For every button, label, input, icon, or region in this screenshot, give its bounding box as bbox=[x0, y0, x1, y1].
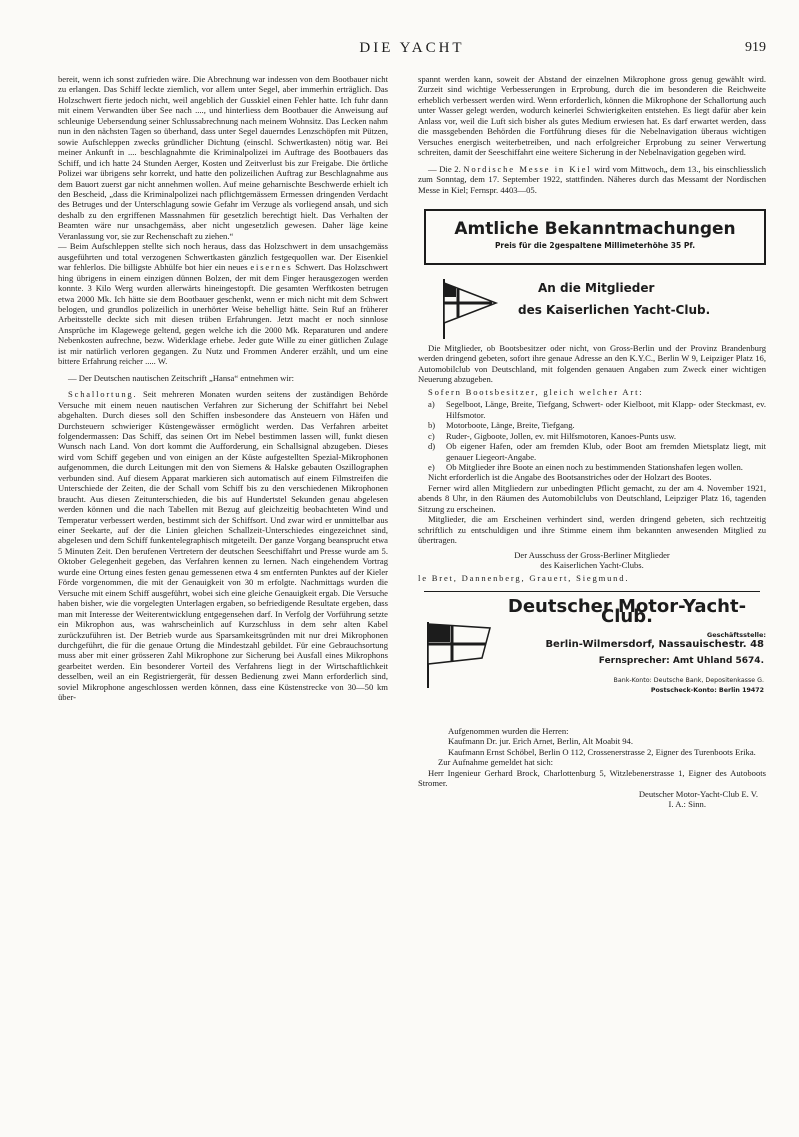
journal-title: DIE YACHT bbox=[359, 40, 465, 56]
list-key: c) bbox=[428, 430, 435, 441]
list-key: e) bbox=[428, 461, 435, 472]
notice-heading-box bbox=[424, 209, 766, 265]
dmyc-paragraph: Aufgenommen wurden die Herren: bbox=[448, 725, 569, 736]
text-span: — Beim Aufschleppen stellte sich noch heraus, dass das Holzschwert in dem unsachgemäss ausgeführten und total verzogenen Schwertkasten gänzlich festgequollen war. Der Eisenkiel war fehlerlos. Die billigste Abhülfe bot hier ein neues bbox=[58, 241, 388, 273]
notice-title: Amtliche Bekanntmachungen bbox=[454, 218, 736, 239]
text-span: Seit mehreren Monaten wurden seitens der zuständigen Behörde Versuche mit einem neuen nautischen Verfahren zur Sicherung der Schiffahrt bei Nebel abgehalten. Durch dieses soll den Schiffen insbesondere das Ansteuern von Häfen und Durchsteuern schwieriger Küstengewässer ermöglicht werden. Das Verfahren arbeitet folgendermassen: Das Schiff, das seinen Ort im Nebel bestimmen lassen will, funkt diesen Wunsch nach Land. Von dort kommt die Aufforderung, ein Schallsignal abzugeben. Dieses wird vom Schiff gegeben und von einigen an der Küste aufgestellten Spezial-Mikrophonen aufgenommen, die durch Leitungen mit den von Siemens & Halske gebauten Oszillographen verbunden sind. Auf diesem Apparat markieren sich automatisch auf einem Filmstreifen die Unterschiede der Zeiten, die der Schall vom Schiff bis zu den verschiedenen Mikrophonen braucht. Aus diesen Zeitunterschieden, die bis auf Hundertstel Sekunden genau abgelesen werden können und die nach Tabellen mit Bezug auf gleichzeitig beobachteten Wind und Temperatur verbessert werden, bestimmt sich der Schiffsort. Und zwar wird er unmittelbar aus einer Seekarte, auf der die Linien gleichen Schallzeit-Unterschiedes eingezeichnet sind, abgelesen und dem Schiff funkentelegraphisch mitgeteilt. Der ganze Vorgang beansprucht etwa 5 Minuten Zeit. Den berufenen Vertretern der deutschen Seeschiffahrt und Presse wurde am 5. Oktober Gelegenheit gegeben, das Verfahren kennen zu lernen. Nach eingehendem Vortrag wurde eine Ortung eines festen genau gemessenen etwa 4 sm entfernten Punktes auf der Kieler Förde vorgenommen, die mit der Genauigkeit von 30 m erfolgte. Nachmittags wurden die Versuche mit einem Schiff ausgeführt, wobei sich eine gleiche Genauigkeit ergab. Die Versuche haben bisher, wie die vorgelegten Unterlagen ergaben, so befriedigende Resultate ergeben, dass man mit Interesse der Weiterentwicklung entgegensehen darf. In Verfolg der Vorführung setzte ein Mikrophon aus, was wahrscheinlich auf Kurzschluss in dem sehr alten Kabel zurückzuführen ist. Der Betrieb wurde aus Sparsamkeitsgründen mit nur drei Mikrophonen durchgeführt, die für die genaue Ortung die Mindestzahl gebildet. Für eine Gebrauchsortung muss aber mit einer grösseren Zahl Mikrophone zur Sicherung bei Ausfall eines Mikrophons gearbeitet werden. Ein besonderer Vorteil des Verfahrens liegt in der Wirtschaftlichkeit desselben, weil an ein Registriergerät, für dessen Bedienung zwei Mann erforderlich sind, soviel Mikrophone angeschlossen werden können, dass eine Küstenstrecke von 30—50 km über- bbox=[58, 389, 388, 703]
list-item bbox=[418, 399, 766, 420]
dmyc-bank: Bank-Konto: Deutsche Bank, Depositenkasse G. bbox=[613, 676, 764, 684]
list-text: Ob eigener Hafen, oder am fremden Klub, oder Boot am fremden Mietsplatz liegt, mit genauer Liegeort-Angabe. bbox=[446, 441, 766, 462]
dmyc-header bbox=[418, 596, 766, 726]
list-key: a) bbox=[428, 399, 435, 410]
kyc-title-line-1: An die Mitglieder bbox=[538, 280, 655, 295]
dmyc-paragraph: Zur Aufnahme gemeldet hat sich: bbox=[438, 757, 554, 768]
right-column bbox=[418, 74, 766, 810]
kyc-paragraph: Nicht erforderlich ist die Angabe des Bootsanstriches oder der Holzart des Bootes. bbox=[428, 472, 712, 483]
article-paragraph bbox=[418, 164, 766, 195]
emphasis-text: Nordische Messe in Kiel bbox=[463, 163, 592, 174]
dmyc-phone: Fernsprecher: Amt Uhland 5674. bbox=[598, 655, 764, 666]
kyc-title-line-2: des Kaiserlichen Yacht-Club. bbox=[518, 302, 711, 317]
kyc-announcement-header bbox=[418, 275, 766, 343]
page-number: 919 bbox=[745, 40, 766, 55]
list-text: Segelboot, Länge, Breite, Tiefgang, Schwert- oder Kielboot, mit Klapp- oder Steckmast, ev. Hilfsmotor. bbox=[446, 399, 766, 420]
dmyc-signature-line: I. A.: Sinn. bbox=[668, 799, 706, 810]
article-paragraph bbox=[58, 241, 388, 366]
kyc-paragraph: Ferner wird allen Mitgliedern zur unbedingten Pflicht gemacht, zu der am 4. November 1921, abends 8 Uhr, in den Räumen des Automobilclubs von Deutschland, Leipziger Platz 16, tagenden Sitzung zu erscheinen. bbox=[418, 482, 766, 514]
dmyc-signature-line: Deutscher Motor-Yacht-Club E. V. bbox=[638, 788, 758, 799]
dmyc-member: Kaufmann Ernst Schöbel, Berlin O 112, Crossenerstrasse 2, Eigner des Turenboots Erika. bbox=[448, 746, 756, 757]
burgee-flag-icon bbox=[434, 275, 500, 341]
dmyc-member: Kaufmann Dr. jur. Erich Arnet, Berlin, Alt Moabit 94. bbox=[448, 736, 633, 747]
article-paragraph bbox=[58, 389, 388, 703]
notice-subtitle: Preis für die 2gespaltene Millimeterhöhe 35 Pf. bbox=[494, 240, 696, 250]
dmyc-office-label: Geschäftsstelle: bbox=[706, 630, 766, 639]
kyc-signature-line: des Kaiserlichen Yacht-Clubs. bbox=[540, 560, 644, 571]
kyc-paragraph: Mitglieder, die am Erscheinen verhindert sind, werden dringend gebeten, sich rechtzeitig schriftlich zu entschuldigen und ihre Stimme einem ihm bekannten anwesenden Mitglied zu übertragen. bbox=[418, 514, 766, 546]
list-item bbox=[418, 462, 766, 472]
club-flag-icon bbox=[422, 618, 494, 690]
dmyc-member: Herr Ingenieur Gerhard Brock, Charlottenburg 5, Witzlebenerstrasse 1, Eigner des Autoboots Stromer. bbox=[418, 767, 766, 789]
kyc-signatory-names: le Bret, Dannenberg, Grauert, Siegmund. bbox=[418, 572, 630, 583]
left-column bbox=[58, 74, 388, 703]
article-paragraph: spannt werden kann, soweit der Abstand der einzelnen Mikrophone gross genug gewählt wird. Zurzeit sind wichtige Verbesserungen in Erprobung, durch die im besonderen die Reichweite erheblich verbessert werden wird. Wenn erforderlich, können die Mikrophone der Schallortung auch unter Wasser gelegt werden, wodurch keinerlei Schwierigkeiten entstehen. Es liegt dafür aber kein Anlass vor, weil die Luft sich bisher als gutes Medium erwiesen hat. Es darf erwartet werden, dass die massgebenden Behörden die Fortführung dieses für die Nebelnavigation überaus wichtigen Versuches energisch weiterbetreiben, und nach erfolgreicher Erprobung zu seiner Verwertung schreiten, damit der Seeschiffahrt eine weitere Sicherung in der Nebelnavigation gegeben wird. bbox=[418, 74, 766, 158]
dmyc-title: Deutscher Motor-Yacht-Club. bbox=[507, 595, 747, 628]
kyc-signature-line: Der Ausschuss der Gross-Berliner Mitglieder bbox=[514, 549, 670, 560]
text-span: wird vom Mittwoch„ dem 13., bis einschliesslich zum Sonntag, dem 17. September 1922, stattfinden. Näheres durch das Messamt der Nordischen Messe in Kiel; Fernspr. 4403—05. bbox=[418, 163, 766, 195]
emphasis-text: eisernes bbox=[250, 262, 293, 273]
section-divider bbox=[424, 591, 760, 592]
kyc-list bbox=[418, 399, 766, 472]
text-span: — Die 2. bbox=[428, 163, 461, 174]
kyc-paragraph: Die Mitglieder, ob Bootsbesitzer oder nicht, von Gross-Berlin und der Provinz Brandenburg werden dringend gebeten, sofort ihre genaue Adresse an den K.Y.C., Berlin W 9, Leipziger Platz 16, Automobilclub von Deutschland, mit folgenden genauen Angaben zum Zweck einer wichtigen Neuerung abzugeben. bbox=[418, 342, 766, 385]
list-item bbox=[418, 431, 766, 441]
dmyc-address: Berlin-Wilmersdorf, Nassauischestr. 48 bbox=[545, 638, 764, 650]
page-header bbox=[58, 40, 766, 62]
dmyc-postcheck: Postscheck-Konto: Berlin 19472 bbox=[650, 686, 764, 694]
list-item bbox=[418, 420, 766, 430]
list-key: b) bbox=[428, 420, 436, 431]
list-text: Motorboote, Länge, Breite, Tiefgang. bbox=[446, 420, 575, 431]
list-text: Ob Mitglieder ihre Boote an einen noch zu bestimmenden Stationshafen legen wollen. bbox=[446, 461, 743, 472]
article-paragraph: bereit, wenn ich sonst zufrieden wäre. Die Abrechnung war indessen von dem Bootbauer nicht zu erlangen. Das Schiff leckte ziemlich, vor allem unter Segel, aber immerhin erträglich. Das Holzschwert fierte jedoch nicht, weil angeblich der Gusskiel einen Fehler hatte. Ich fuhr dann mit einem Verwandten über See nach ...., und hinterliess dem Bootbauer die Anweisung auf schleunige Uebersendung seiner Schlussabrechnung nach meinem Wohnsitz. Das Lecken nahm nun in den nächsten Tagen so überhand, dass unter Segel dauerndes Lenzschöpfen mit Pützen, sowie Aufschleppen zwecks gründlicher Dichtung (einschl. Schwertkasten) nötig war. Bei meiner Ankunft in .... beschlagnahmte die Kriminalpolizei im Auftrage des Bootbauers das Schiff, und ich hatte 24 Stunden Aerger, Kosten und Zeitverlust bis zur Freigabe. Die örtliche Polizei war übrigens sehr korrekt, und hatte den polizeilichen Auftrag zur Beschlagnahme aus dem Bauort zuerst gar nicht annehmen wollen. Auf meine geharnischte Beschwerde erhielt ich den Bescheid, „dass die Kriminalpolizei nach pflichtgemässem Ermessen dringenden Verdacht des Betruges und der Unterschlagung sowie Gefahr im Verzuge als vorliegend ansah, und sich deshalb zu den ergriffenen Massnahmen für gesetzlich berechtigt hielt. Das Verhalten der Beamten wäre nur unsachgemäss, aber nicht ungesetzlich gewesen. Daher läge keine Veranlassung vor, sie zur Rechenschaft zu ziehen.“ bbox=[58, 74, 388, 241]
list-key: d) bbox=[428, 441, 436, 452]
list-item bbox=[418, 441, 766, 462]
kyc-paragraph: Sofern Bootsbesitzer, gleich welcher Art: bbox=[428, 386, 644, 397]
list-text: Ruder-, Gigboote, Jollen, ev. mit Hilfsmotoren, Kanoes-Punts usw. bbox=[446, 430, 676, 441]
article-paragraph: — Der Deutschen nautischen Zeitschrift „Hansa“ entnehmen wir: bbox=[68, 372, 294, 383]
text-span: Schwert. Das Holzschwert hing übrigens in einem einzigen dünnen Bolzen, der mit dem Finger herausgezogen werden konnte. 3 Kilo Werg wurden allerwärts hineingestopft. Die gesamten Werftkosten betrugen etwa 2000 Mk. Ich hätte sie dem Bootbauer geschenkt, wenn er mich nicht mit dem Schwert belogen, und grundlos polizeilich in unerhörter Weise behelligt hätte. Sein Ruf an früherer Arbeitsstelle deckte sich mit diesen trüben Erfahrungen. Jetzt macht er noch sinnlose Ansprüche im Klagewege geltend, gegen welche ich die 2000 Mk. Reparaturen und andere Nebenkosten aufrechne, bezw. Widerklage erhebe. Jeder gute Wille zu einer gütlichen Zulage ist mir natürlich verloren gegangen. Zu Nutz und Frommen Anderer erzählt, und um eine bittere Erfahrung reicher ..... W. bbox=[58, 262, 388, 367]
emphasis-text: Schallortung. bbox=[68, 389, 138, 400]
